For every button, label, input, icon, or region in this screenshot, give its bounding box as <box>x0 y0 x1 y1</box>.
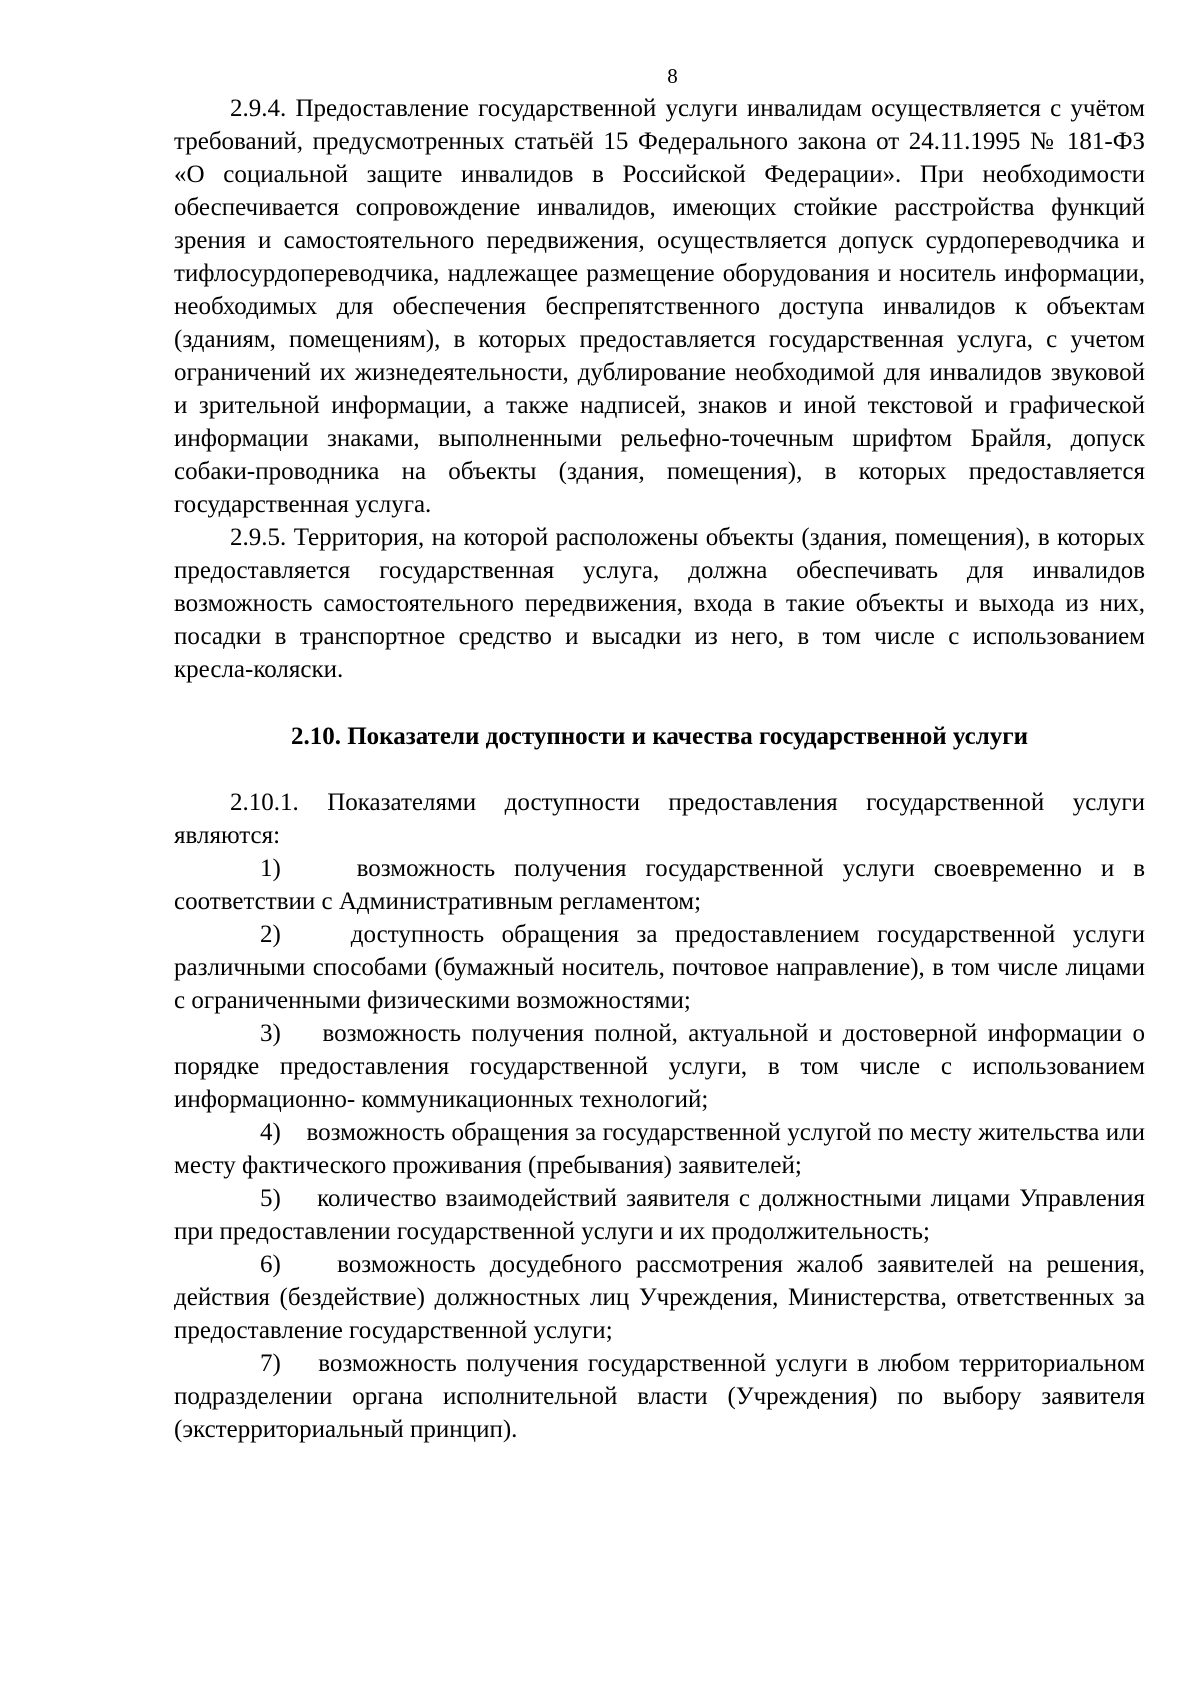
paragraph-2-10-1: 2.10.1. Показателями доступности предоставления государственной услуги являются: <box>174 789 1145 849</box>
list-item-1: 1) возможность получения государственной услуги своевременно и в соответствии с Административным регламентом; <box>174 855 1145 915</box>
list-item-2: 2) доступность обращения за предоставлением государственной услуги различными способами (бумажный носитель, почтовое направление), в том числе лицами с ограниченными физическими возможностями; <box>174 921 1145 1014</box>
section-heading-2-10: 2.10. Показатели доступности и качества государственной услуги <box>290 723 1029 750</box>
list-item-5: 5) количество взаимодействий заявителя с должностными лицами Управления при предоставлении государственной услуги и их продолжительность; <box>174 1185 1145 1245</box>
page-number: 8 <box>667 64 678 88</box>
list-item-7: 7) возможность получения государственной услуги в любом территориальном подразделении органа исполнительной власти (Учреждения) по выбору заявителя (экстерриториальный принцип). <box>174 1350 1145 1443</box>
list-item-3: 3) возможность получения полной, актуальной и достоверной информации о порядке предоставления государственной услуги, в том числе с использованием информационно- коммуникационных технологий; <box>174 1020 1145 1113</box>
paragraph-2-9-4: 2.9.4. Предоставление государственной услуги инвалидам осуществляется с учётом требований, предусмотренных статьёй 15 Федерального закона от 24.11.1995 № 181-ФЗ «О социальной защите инвалидов в Российской Федерации». При необходимости обеспечивается сопровождение инвалидов, имеющих стойкие расстройства функций зрения и самостоятельного передвижения, осуществляется допуск сурдопереводчика и тифлосурдопереводчика, надлежащее размещение оборудования и носитель информации, необходимых для обеспечения беспрепятственного доступа инвалидов к объектам (зданиям, помещениям), в которых предоставляется государственная услуга, с учетом ограничений их жизнедеятельности, дублирование необходимой для инвалидов звуковой и зрительной информации, а также надписей, знаков и иной текстовой и графической информации знаками, выполненными рельефно-точечным шрифтом Брайля, допуск собаки-проводника на объекты (здания, помещения), в которых предоставляется государственная услуга. <box>174 95 1145 518</box>
paragraph-2-9-5: 2.9.5. Территория, на которой расположены объекты (здания, помещения), в которых предоставляется государственная услуга, должна обеспечивать для инвалидов возможность самостоятельного передвижения, входа в такие объекты и выхода из них, посадки в транспортное средство и высадки из него, в том числе с использованием кресла-коляски. <box>174 524 1145 683</box>
list-item-6: 6) возможность досудебного рассмотрения жалоб заявителей на решения, действия (бездействие) должностных лиц Учреждения, Министерства, ответственных за предоставление государственной услуги; <box>174 1251 1145 1344</box>
list-item-4: 4) возможность обращения за государственной услугой по месту жительства или месту фактического проживания (пребывания) заявителей; <box>174 1119 1145 1179</box>
